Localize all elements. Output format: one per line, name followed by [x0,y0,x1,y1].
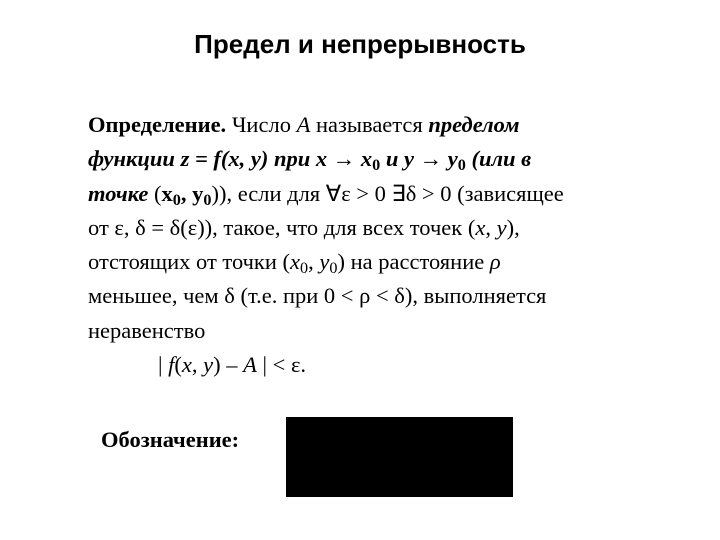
text-span: называется [310,112,429,137]
text-span: ) на расстояние [337,249,490,275]
subscript-zero: 0 [372,156,381,175]
or-at-text: (или в [465,146,532,172]
slide-title: Предел и непрерывность [194,29,526,59]
subscript-zero: 0 [457,156,466,175]
variable-a: A [296,112,311,137]
text-span: от ε, δ = δ(ε)), такое, что для всех точек ( [88,214,476,240]
text-span: , [180,180,193,206]
forall-symbol: ∀ [325,180,342,206]
definition-line-2 [88,142,688,176]
text-span: отстоящих от точки ( [88,249,291,275]
function-f: f [168,352,175,378]
exists-symbol: ∃ [391,180,406,206]
definition-line-5 [88,245,688,279]
text-span: δ > 0 (зависящее [405,180,564,206]
variable-y: y [496,214,507,240]
text-span: , [308,249,320,275]
variable-x: x [355,146,373,172]
definition-line-6: меньшее, чем δ (т.е. при 0 < ρ < δ), выполняется [88,283,547,309]
subscript-zero: 0 [172,190,181,209]
text-span: ( [174,352,182,378]
definition-line-7: неравенство [88,317,206,343]
definition-term: Определение. [88,112,227,137]
point-text: точке [88,180,149,206]
notation-label: Обозначение: [101,427,240,452]
variable-y: y [203,352,214,378]
text-span: ε > 0 [341,180,392,206]
subscript-zero: 0 [300,259,309,278]
inequality-formula [88,348,688,382]
variable-y: y [192,180,204,206]
function-text: функции z = f(x, y) при x [88,146,333,172]
text-span: ), [506,214,520,240]
term-limit: пределом [428,112,520,137]
rho-symbol: ρ [489,249,501,275]
definition-line-4 [88,211,688,245]
variable-x: x [161,180,173,206]
text-span: ) – [213,352,244,378]
variable-x: x [475,214,486,240]
text-span: | [158,352,169,378]
subscript-zero: 0 [203,190,212,209]
variable-x: x [181,352,192,378]
and-y-text: и y [380,146,420,172]
arrow-symbol: → [419,146,443,172]
variable-y: y [442,146,458,172]
definition-paragraph [88,108,688,382]
text-span: Число [226,112,297,137]
text-span: ( [148,180,162,206]
variable-y: y [319,249,330,275]
variable-a: A [243,352,257,378]
text-span: , [485,214,497,240]
text-span: , [191,352,204,378]
definition-line-1 [88,108,688,142]
variable-x: x [290,249,301,275]
notation-image [286,417,513,497]
arrow-symbol: → [332,146,356,172]
subscript-zero: 0 [329,259,338,278]
text-span: | < ε. [256,352,307,378]
text-span: )), если для [211,180,326,206]
definition-line-3 [88,177,688,211]
